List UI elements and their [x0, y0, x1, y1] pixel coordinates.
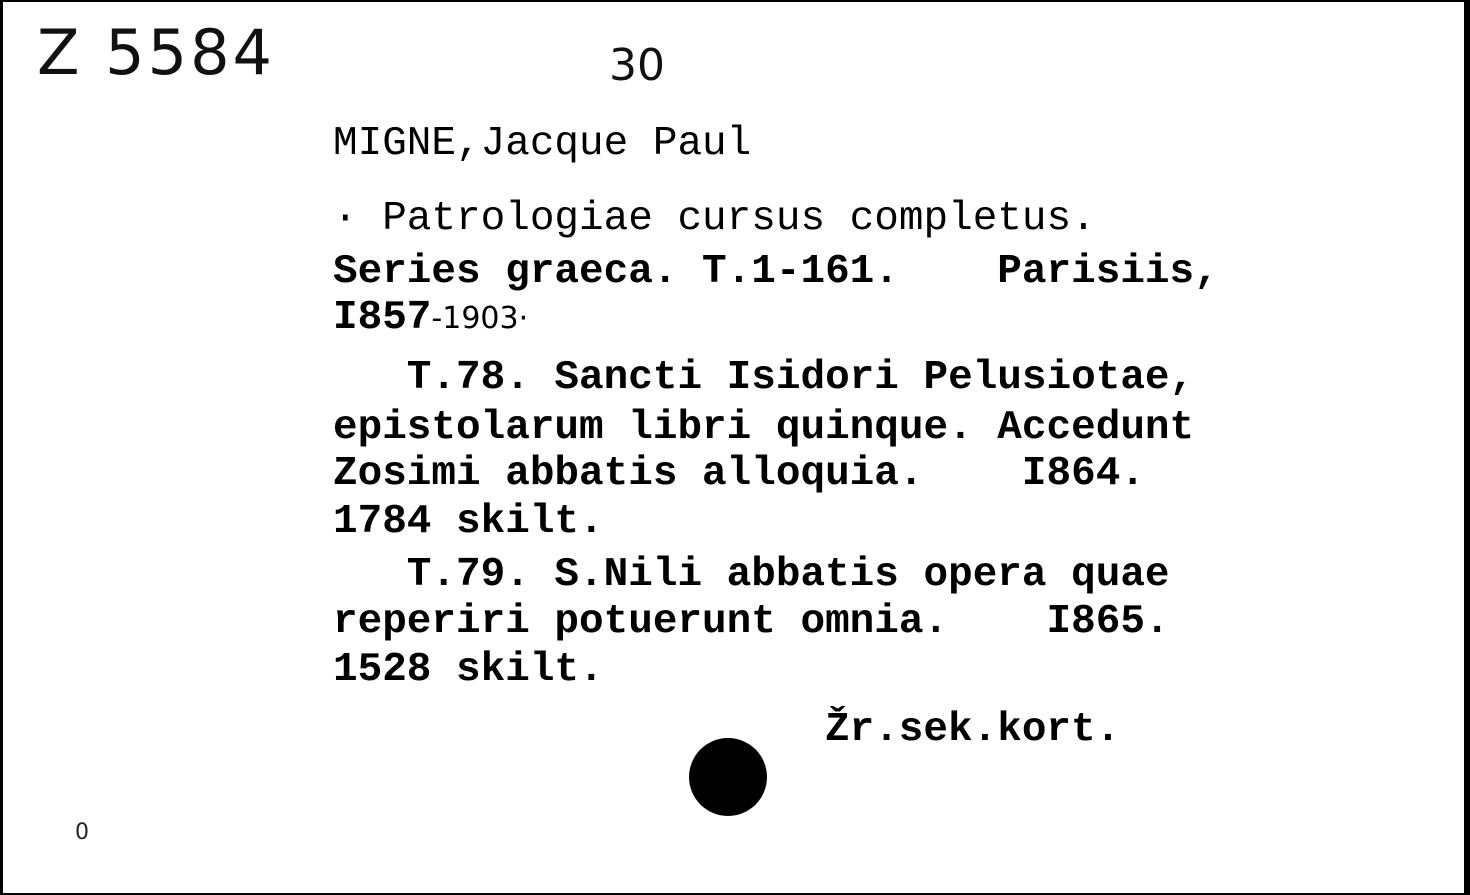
call-number: Z 5584 — [37, 16, 275, 89]
punch-hole — [689, 738, 767, 816]
volume-line-7: 1528 skilt. — [333, 647, 604, 693]
title-line-2: Series graeca. T.1-161. Parisiis, — [333, 249, 1219, 295]
title-line-3 — [333, 295, 529, 341]
volume-line-2: epistolarum libri quinque. Accedunt — [333, 405, 1195, 451]
publication-year-start: I857 — [333, 295, 432, 341]
volume-line-1: T.78. Sancti Isidori Pelusiotae, — [333, 355, 1195, 401]
volume-line-5: T.79. S.Nili abbatis opera quae — [333, 552, 1170, 598]
author-heading: MIGNE,Jacque Paul — [333, 121, 752, 167]
volume-line-6: reperiri potuerunt omnia. I865. — [333, 599, 1170, 645]
cross-reference-note: Žr.sek.kort. — [825, 707, 1121, 753]
handwritten-year-range: -1903· — [431, 301, 529, 336]
card-number: 30 — [609, 40, 665, 91]
volume-line-4: 1784 skilt. — [333, 499, 604, 545]
small-handwritten-mark: 0 — [75, 820, 89, 845]
volume-line-3: Zosimi abbatis alloquia. I864. — [333, 451, 1145, 497]
title-line-1: · Patrologiae cursus completus. — [333, 196, 1096, 242]
